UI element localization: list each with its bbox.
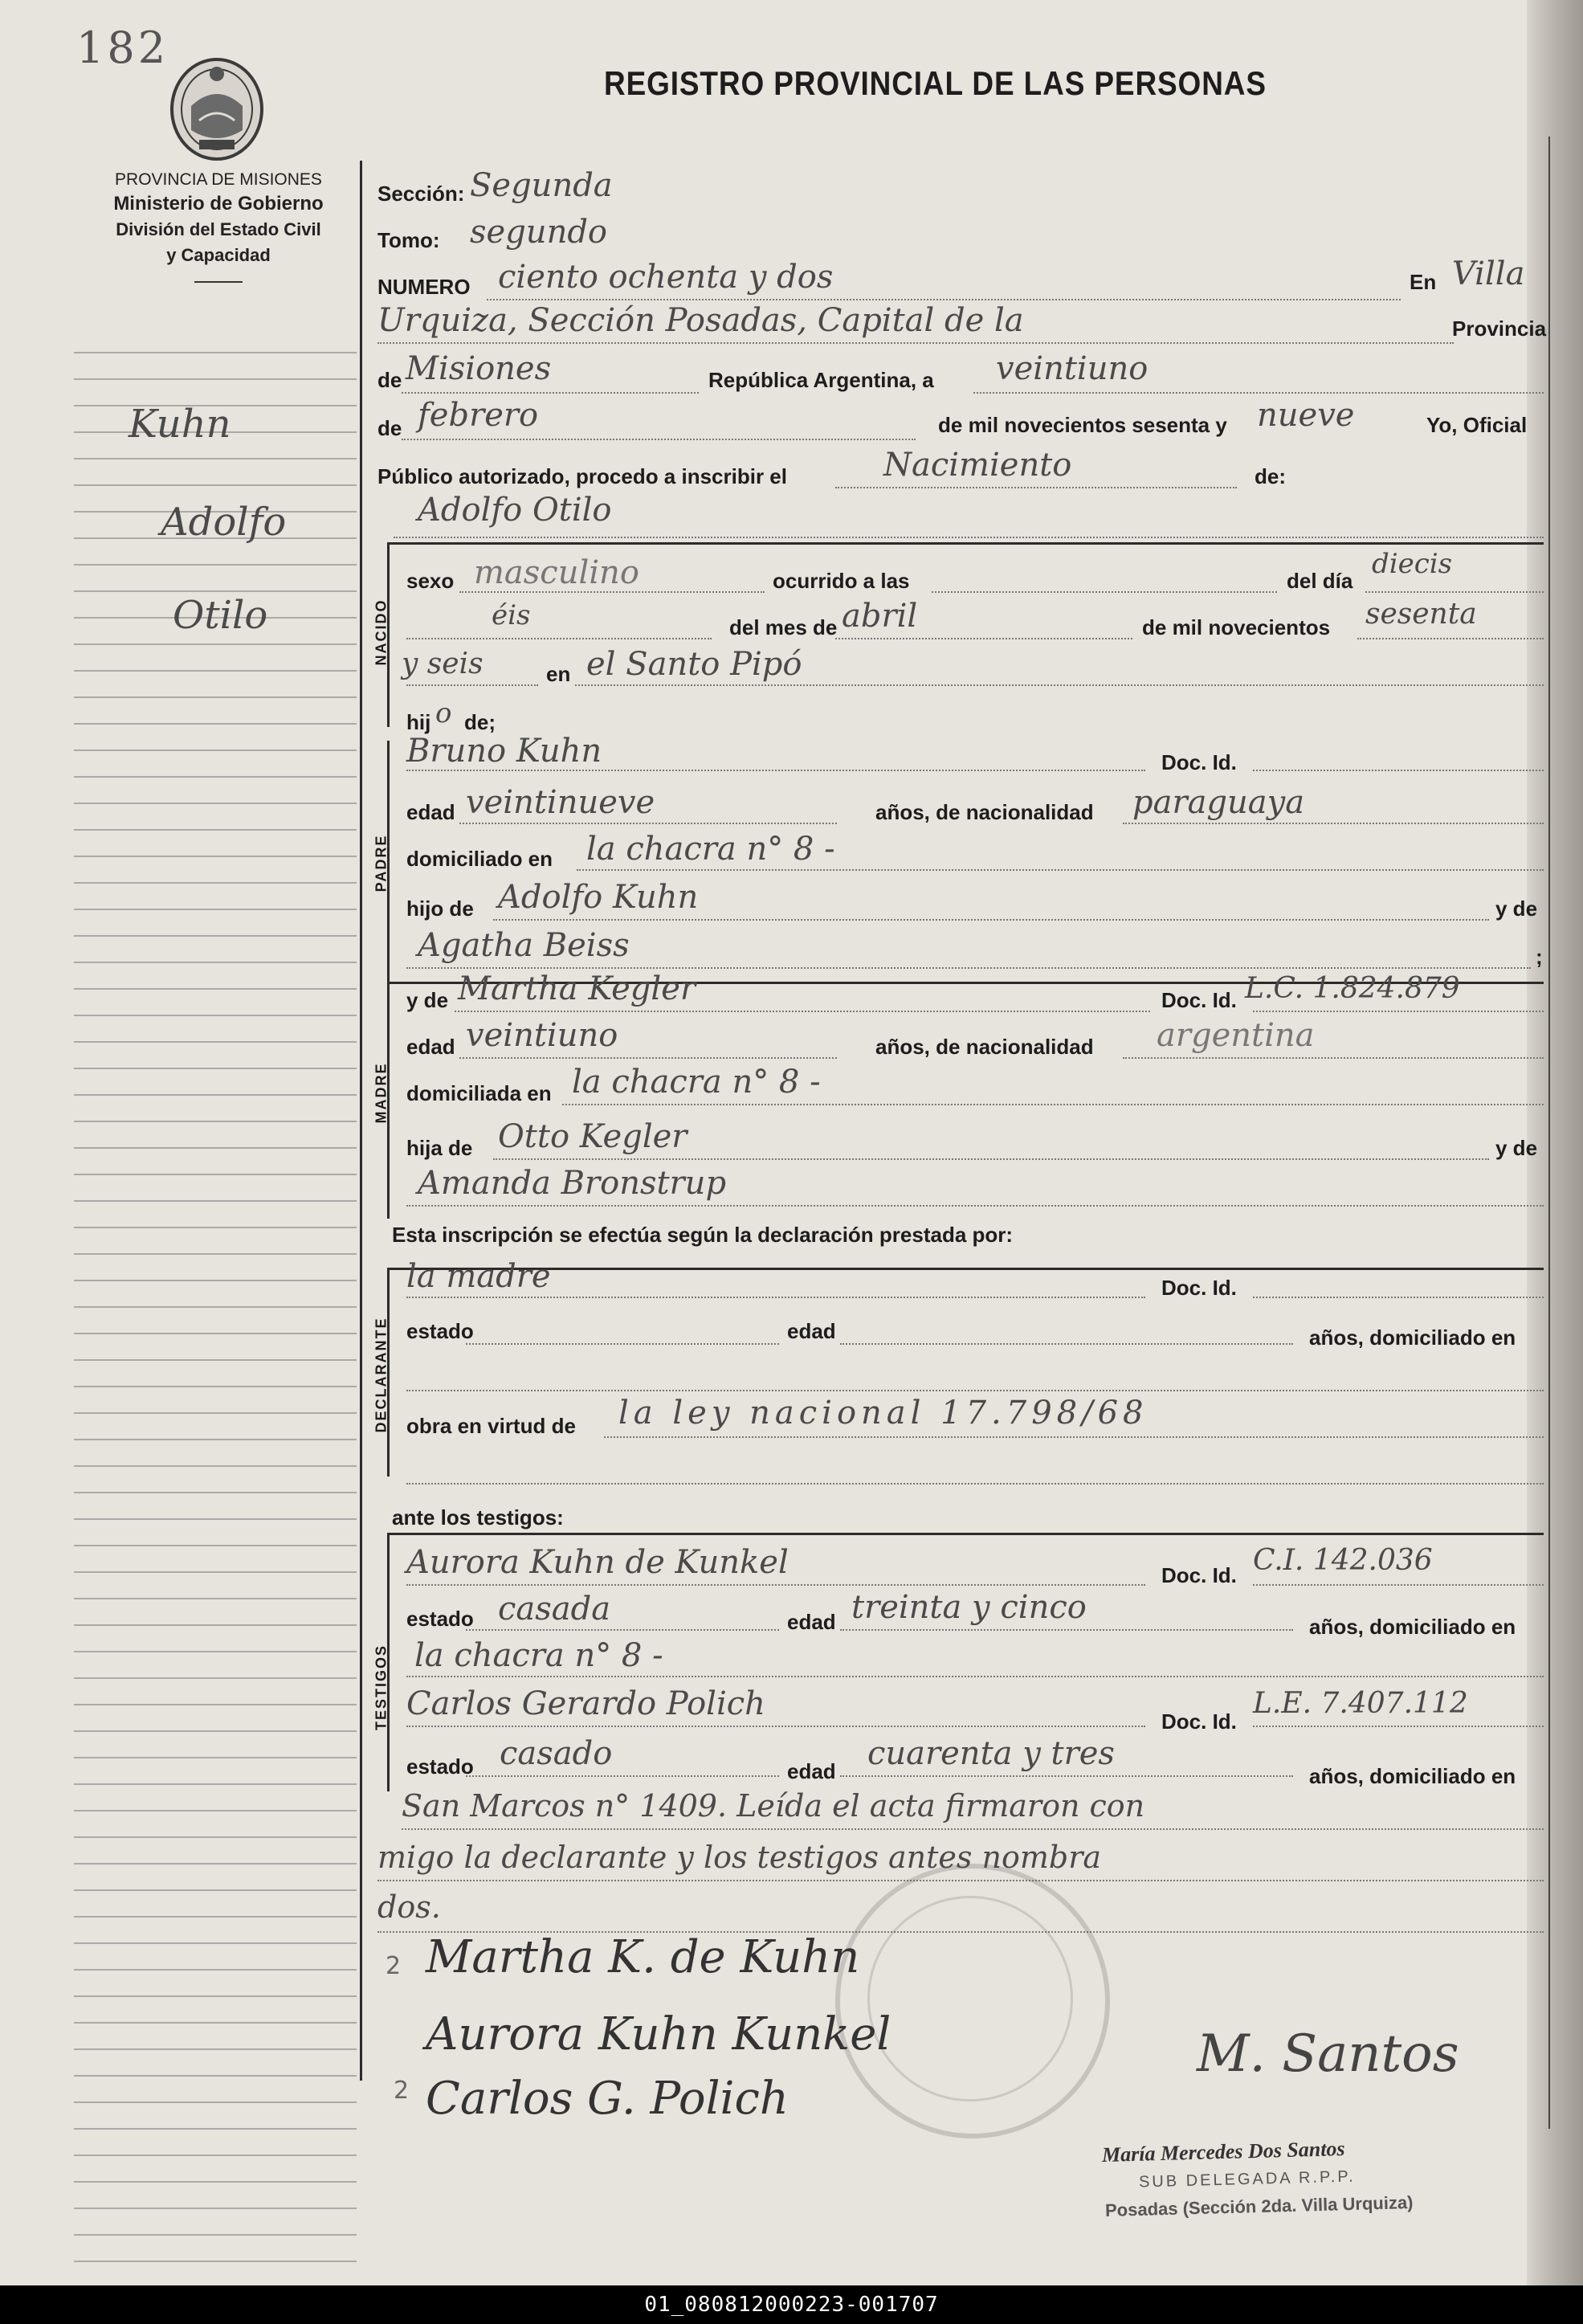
margin-rule [74, 1889, 357, 1891]
margin-rule [74, 2181, 357, 2183]
margin-rule [74, 643, 357, 645]
margin-rule [74, 829, 357, 831]
margin-rule [74, 988, 357, 990]
closing-line-2: migo la declarante y los testigos antes nombra [377, 1840, 1102, 1875]
label-declarante-estado: estado [406, 1319, 474, 1343]
label-madre: MADRE [373, 1062, 390, 1124]
margin-rule [74, 1942, 357, 1944]
value-testigo2: Carlos Gerardo Polich [406, 1685, 765, 1722]
office-block [74, 169, 363, 283]
document-page: 182 REGISTRO PROVINCIAL DE LAS PERSONAS PROVINCIA DE MISIONES Ministerio de Gobierno División del Estado Civil y Capacidad Kuhn Adolfo Otilo NACIDO PADRE MADRE DECLARANTE TESTIGOS Sección: Segunda Tomo: segundo NUMERO ciento ochenta y dos En Villa Urquiza, Sección Posadas, Capital de la Provincia de Misiones República Argentina, a veintiuno de febrero de mil novecientos sesenta y nueve Yo, Oficial Público autorizado, procedo a inscribir el Nacimiento de: Adolfo Otilo sexo masculino ocurrido a las del día diecis éis del mes de abril de mil novecientos sesenta y seis en el Santo Pipó hij o de; Bruno Kuhn Doc. Id. edad veintinueve años, de nacionalidad paraguaya domiciliado en la chacra n° 8 - hijo de Adolfo Kuhn y de Agatha Beiss ; y de Martha Kegler Doc. Id. L.C. 1.824.879 edad veintiuno años, de nacionalidad argentina domiciliada en la chacra n° 8 - hija de Otto Kegler y de Amanda Bronstrup Esta inscripción se efectúa según la declaración prestada por: la madre Doc. Id. estado edad años, domiciliado en obra en virtud de la ley nacional 17.798/68 ante los testigos: Aurora Kuhn de Kunkel Doc. Id. C.I. 142.036 estado casada edad treinta y cinco años, domiciliado en la chacra n° 8 - Carlos Gerardo Polich Doc. Id. L.E. 7.407.112 estado casado edad cuarenta y tres años, domiciliado en San Marcos n° 1409. Leída el acta firmaron con migo la declarante y los testigos antes nombra dos. 2 Martha K. de Kuhn Aurora Kuhn Kunkel 2 Carlos G. Polich M. Santos María Mercedes Dos Santos SUB DELEGADA R.P.P. Posadas (Sección 2da. Villa Urquiza) [0, 0, 1583, 2285]
margin-rule [74, 670, 357, 672]
margin-rule [74, 1094, 357, 1096]
margin-rule [74, 1306, 357, 1308]
label-mil-nov: de mil novecientos [1142, 615, 1331, 639]
margin-rule [74, 2234, 357, 2236]
value-madre-y-de: Amanda Bronstrup [418, 1165, 727, 1202]
margin-rule [74, 1783, 357, 1785]
value-provincia: Misiones [406, 350, 552, 387]
margin-rule [74, 1465, 357, 1467]
label-del-mes: del mes de [729, 615, 838, 639]
form-right-border [1548, 137, 1550, 2129]
label-padre-edad: edad [406, 800, 455, 824]
value-en-lugar: Villa [1452, 255, 1525, 292]
margin-rule [74, 2208, 357, 2209]
label-padre-nac: años, de nacionalidad [875, 800, 1094, 824]
label-madre-edad: edad [406, 1035, 455, 1059]
margin-rule [74, 564, 357, 566]
label-declarante: DECLARANTE [373, 1317, 390, 1433]
margin-rule [74, 1810, 357, 1811]
value-seccion: Segunda [470, 167, 613, 204]
margin-rule [74, 1174, 357, 1175]
margin-rule [74, 1147, 357, 1149]
testigos-top [387, 1533, 1544, 1535]
margin-rule [74, 962, 357, 963]
value-dia2: éis [492, 599, 531, 631]
label-nacido: NACIDO [373, 598, 390, 666]
value-nombre: Adolfo Otilo [418, 492, 612, 529]
value-testigo2-estado: casado [500, 1735, 613, 1772]
margin-rule [74, 909, 357, 910]
label-declarante-doc: Doc. Id. [1161, 1276, 1237, 1300]
margin-rule [74, 1068, 357, 1069]
declarante-top [387, 1268, 1544, 1270]
value-anio-nac2: y seis [402, 647, 483, 680]
value-testigo2-doc: L.E. 7.407.112 [1253, 1687, 1468, 1720]
label-inscripcion: Esta inscripción se efectúa según la declaración prestada por: [392, 1223, 1014, 1247]
label-tomo: Tomo: [377, 228, 440, 252]
document-title: REGISTRO PROVINCIAL DE LAS PERSONAS [604, 64, 1267, 102]
margin-rule [74, 856, 357, 857]
value-numero: ciento ochenta y dos [498, 259, 834, 296]
margin-note-name2: Otilo [173, 593, 268, 638]
label-republica: República Argentina, a [708, 368, 934, 392]
label-testigo2-anos-dom: años, domiciliado en [1309, 1764, 1516, 1788]
label-en-nac: en [546, 662, 571, 686]
label-obra: obra en virtud de [406, 1414, 576, 1438]
value-madre-nombre: Martha Kegler [458, 970, 696, 1007]
nacido-top [387, 542, 1544, 545]
value-madre-nac: argentina [1157, 1017, 1315, 1054]
form-divider [360, 161, 362, 2081]
value-dia: diecis [1372, 548, 1453, 580]
label-seccion: Sección: [377, 182, 465, 206]
margin-rule [74, 1624, 357, 1626]
margin-rule [74, 1492, 357, 1493]
margin-rule [74, 1280, 357, 1281]
signature-witness2: Carlos G. Polich [426, 2073, 789, 2125]
label-padre-dom: domiciliado en [406, 847, 553, 871]
label-publico: Público autorizado, procedo a inscribir el [377, 464, 787, 488]
value-mes-nac: abril [842, 598, 918, 635]
value-madre-edad: veintiuno [466, 1017, 618, 1054]
label-sexo: sexo [406, 569, 455, 593]
value-inscribir: Nacimiento [883, 447, 1072, 484]
margin-rule [74, 1200, 357, 1202]
value-anio-nac: sesenta [1365, 598, 1477, 631]
official-role: SUB DELEGADA R.P.P. [1138, 2167, 1356, 2191]
margin-rule [74, 1412, 357, 1414]
value-testigo1-doc: C.I. 142.036 [1253, 1544, 1433, 1577]
margin-rule [74, 1227, 357, 1228]
value-madre-hija-de: Otto Kegler [498, 1118, 687, 1155]
value-mes: febrero [418, 397, 539, 434]
office-division: División del Estado Civil [116, 219, 321, 239]
margin-rule [74, 1518, 357, 1520]
margin-rule [74, 1439, 357, 1440]
label-hij: hij [406, 710, 431, 734]
label-testigo1-anos-dom: años, domiciliado en [1309, 1615, 1516, 1639]
value-testigo1-estado: casada [498, 1591, 611, 1628]
closing-line-1: San Marcos n° 1409. Leída el acta firmaron con [402, 1788, 1145, 1824]
margin-rule [74, 1916, 357, 1918]
value-padre-hijo-de: Adolfo Kuhn [498, 879, 699, 916]
margin-rule [74, 935, 357, 937]
label-testigo1-estado: estado [406, 1607, 474, 1631]
label-padre-y-de: y de [1495, 897, 1538, 921]
value-lugar2: Urquiza, Sección Posadas, Capital de la [377, 302, 1024, 339]
margin-rule [74, 2128, 357, 2130]
value-sexo: masculino [474, 554, 639, 591]
label-de2: de [377, 416, 402, 440]
margin-rule [74, 2048, 357, 2050]
margin-rule [74, 776, 357, 778]
margin-rule [74, 1995, 357, 1997]
label-padre-semicolon: ; [1536, 945, 1543, 969]
margin-note-name1: Adolfo [161, 500, 287, 545]
margin-rule [74, 1571, 357, 1573]
value-hij-suffix: o [435, 697, 452, 729]
label-ocurrido: ocurrido a las [773, 569, 910, 593]
label-testigo2-doc: Doc. Id. [1161, 1709, 1237, 1734]
label-de-colon: de: [1255, 464, 1286, 488]
label-declarante-edad: edad [787, 1319, 836, 1343]
official-office: Posadas (Sección 2da. Villa Urquiza) [1104, 2191, 1414, 2221]
label-padre-doc: Doc. Id. [1161, 750, 1237, 774]
label-madre-dom: domiciliada en [406, 1081, 552, 1105]
label-ante-testigos: ante los testigos: [392, 1505, 564, 1530]
value-declarante: la madre [406, 1258, 551, 1295]
margin-rule [74, 1863, 357, 1865]
label-testigos: TESTIGOS [373, 1644, 390, 1731]
official-name: María Mercedes Dos Santos [1101, 2137, 1345, 2167]
value-dia-a: veintiuno [996, 350, 1148, 387]
label-mil-nov-sesenta: de mil novecientos sesenta y [938, 413, 1227, 437]
value-anio: nueve [1257, 397, 1355, 434]
page-number: 182 [76, 22, 169, 73]
label-numero: NUMERO [377, 275, 471, 299]
label-yo-oficial: Yo, Oficial [1426, 413, 1528, 437]
label-madre-y-de: y de [406, 988, 449, 1012]
margin-rule [74, 2075, 357, 2077]
value-padre-nac: paraguaya [1132, 784, 1305, 821]
margin-rule [74, 882, 357, 884]
margin-rule [74, 1359, 357, 1361]
margin-rule [74, 1121, 357, 1122]
margin-rule [74, 2101, 357, 2103]
closing-line-3: dos. [377, 1889, 441, 1925]
margin-rule [74, 1015, 357, 1016]
margin-rule [74, 1253, 357, 1255]
label-testigo2-estado: estado [406, 1754, 474, 1779]
label-madre-doc: Doc. Id. [1161, 988, 1237, 1012]
margin-rule [74, 2261, 357, 2262]
margin-rule [74, 590, 357, 592]
label-madre-y-de2: y de [1495, 1136, 1538, 1160]
label-declarante-anos-dom: años, domiciliado en [1309, 1325, 1516, 1350]
margin-rule [74, 378, 357, 380]
margin-rule [74, 1041, 357, 1043]
provincial-seal [167, 50, 267, 162]
margin-rule [74, 2154, 357, 2156]
label-testigo1-doc: Doc. Id. [1161, 1563, 1237, 1587]
margin-rule [74, 1598, 357, 1599]
office-province: PROVINCIA DE MISIONES [115, 170, 322, 189]
margin-rule [74, 1730, 357, 1732]
value-padre-y-de: Agatha Beiss [418, 927, 630, 964]
label-provincia: Provincia [1452, 317, 1547, 341]
value-testigo1: Aurora Kuhn de Kunkel [406, 1544, 789, 1581]
margin-note-surname: Kuhn [129, 402, 231, 447]
label-de1: de [377, 368, 402, 392]
office-ministry: Ministerio de Gobierno [113, 193, 324, 214]
margin-rule [74, 1333, 357, 1334]
label-madre-hija: hija de [406, 1136, 473, 1160]
label-del-dia: del día [1287, 569, 1353, 593]
value-testigo2-edad: cuarenta y tres [867, 1735, 1115, 1772]
margin-rule [74, 352, 357, 353]
label-padre-hijo: hijo de [406, 897, 474, 921]
office-capacity: y Capacidad [166, 245, 271, 265]
margin-rule [74, 484, 357, 486]
margin-rule [74, 1969, 357, 1971]
margin-rule [74, 696, 357, 698]
value-padre-edad: veintinueve [466, 784, 655, 821]
margin-rule [74, 1545, 357, 1546]
label-testigo2-edad: edad [787, 1759, 836, 1783]
label-madre-nac: años, de nacionalidad [875, 1035, 1094, 1059]
margin-rule [74, 749, 357, 751]
value-tomo: segundo [470, 214, 608, 251]
label-testigo1-edad: edad [787, 1610, 836, 1634]
value-obra: la ley nacional 17.798/68 [618, 1395, 1148, 1432]
value-lugar-nac: el Santo Pipó [586, 646, 802, 683]
image-id-footer: 01_080812000223-001707 [0, 2285, 1583, 2324]
signature-official: M. Santos [1197, 2024, 1459, 2084]
margin-rule [74, 1704, 357, 1705]
margin-rule [74, 1757, 357, 1758]
office-divider [194, 281, 243, 283]
margin-rule [74, 723, 357, 725]
value-testigo1-edad: treinta y cinco [851, 1589, 1087, 1626]
value-madre-dom: la chacra n° 8 - [572, 1064, 821, 1101]
value-testigo1-dom: la chacra n° 8 - [414, 1637, 663, 1674]
signature-witness1: Aurora Kuhn Kunkel [426, 2008, 891, 2061]
value-madre-doc: L.C. 1.824.879 [1245, 972, 1460, 1005]
margin-rule [74, 458, 357, 459]
label-en: En [1410, 270, 1437, 294]
margin-rule [74, 1677, 357, 1679]
margin-rule [74, 803, 357, 804]
margin-rule [74, 1836, 357, 1838]
margin-rule [74, 1386, 357, 1387]
label-de-semicolon: de; [464, 710, 496, 734]
value-padre-dom: la chacra n° 8 - [586, 831, 835, 868]
signature-mother: Martha K. de Kuhn [426, 1931, 860, 1983]
margin-rule [74, 2022, 357, 2024]
label-padre: PADRE [373, 834, 390, 892]
margin-rule [74, 1651, 357, 1652]
value-padre-nombre: Bruno Kuhn [406, 733, 602, 770]
